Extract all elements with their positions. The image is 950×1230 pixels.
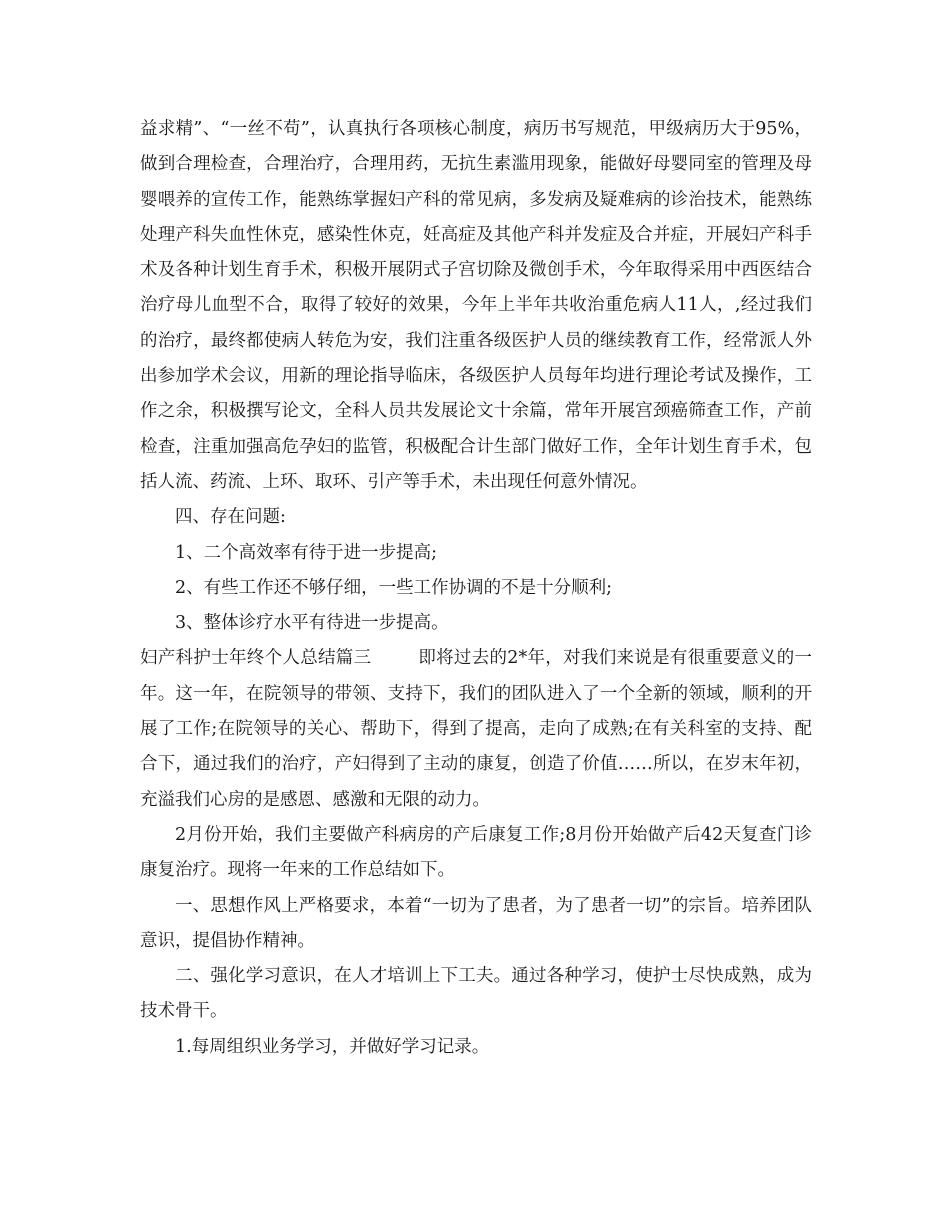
paragraph-schedule: 2月份开始，我们主要做产科病房的产后康复工作;8月份开始做产后42天复查门诊康复治疗。现将一年来的工作总结如下。 xyxy=(140,824,812,881)
section-paragraph xyxy=(140,641,812,817)
document-body xyxy=(140,112,812,1065)
list-item-issue-2: 2、有些工作还不够仔细，一些工作协调的不是十分顺利; xyxy=(175,577,613,598)
paragraph-point-1: 一、思想作风上严格要求，本着“一切为了患者，为了患者一切”的宗旨。培养团队意识，提倡协作精神。 xyxy=(140,895,812,951)
section-intro: 即将过去的2*年，对我们来说是有很重要意义的一年。这一年，在院领导的带领、支持下，我们的团队进入了一个全新的领域，顺利的开展了工作;在院领导的关心、帮助下，得到了提高，走向了成熟;在有关科室的支持、配合下，通过我们的治疗，产妇得到了主动的康复，创造了价值……所以，在岁末年初，充溢我们心房的是感恩、感激和无限的动力。 xyxy=(140,648,812,810)
paragraph-heading-issues: 四、存在问题: xyxy=(175,507,286,528)
paragraph-continuation: 益求精”、“一丝不苟”，认真执行各项核心制度，病历书写规范，甲级病历大于95%，做到合理检查，合理治疗，合理用药，无抗生素滥用现象，能做好母婴同室的管理及母婴喂养的宣传工作，能熟练掌握妇产科的常见病，多发病及疑难病的诊治技术，能熟练处理产科失血性休克，感染性休克，妊高症及其他产科并发症及合并症，开展妇产科手术及各种计划生育手术，积极开展阴式子宫切除及微创手术，今年取得采用中西医结合治疗母儿血型不合，取得了较好的效果，今年上半年共收治重危病人11人，,经过我们的治疗，最终都使病人转危为安，我们注重各级医护人员的继续教育工作，经常派人外出参加学术会议，用新的理论指导临床，各级医护人员每年均进行理论考试及操作，工作之余，积极撰写论文，全科人员共发展论文十余篇，常年开展宫颈癌筛查工作，产前检查，注重加强高危孕妇的监管，积极配合计生部门做好工作，全年计划生育手术，包括人流、药流、上环、取环、引产等手术，未出现任何意外情况。 xyxy=(140,119,812,492)
paragraph-subpoint-1: 1.每周组织业务学习，并做好学习记录。 xyxy=(175,1036,490,1057)
list-item-issue-1: 1、二个高效率有待于进一步提高; xyxy=(175,542,438,563)
section-title: 妇产科护士年终个人总结篇三 xyxy=(140,648,372,669)
list-item-issue-3: 3、整体诊疗水平有待进一步提高。 xyxy=(175,613,449,634)
paragraph-point-2: 二、强化学习意识，在人才培训上下工夫。通过各种学习，使护士尽快成熟，成为技术骨干。 xyxy=(140,966,812,1022)
title-gap xyxy=(371,648,418,668)
